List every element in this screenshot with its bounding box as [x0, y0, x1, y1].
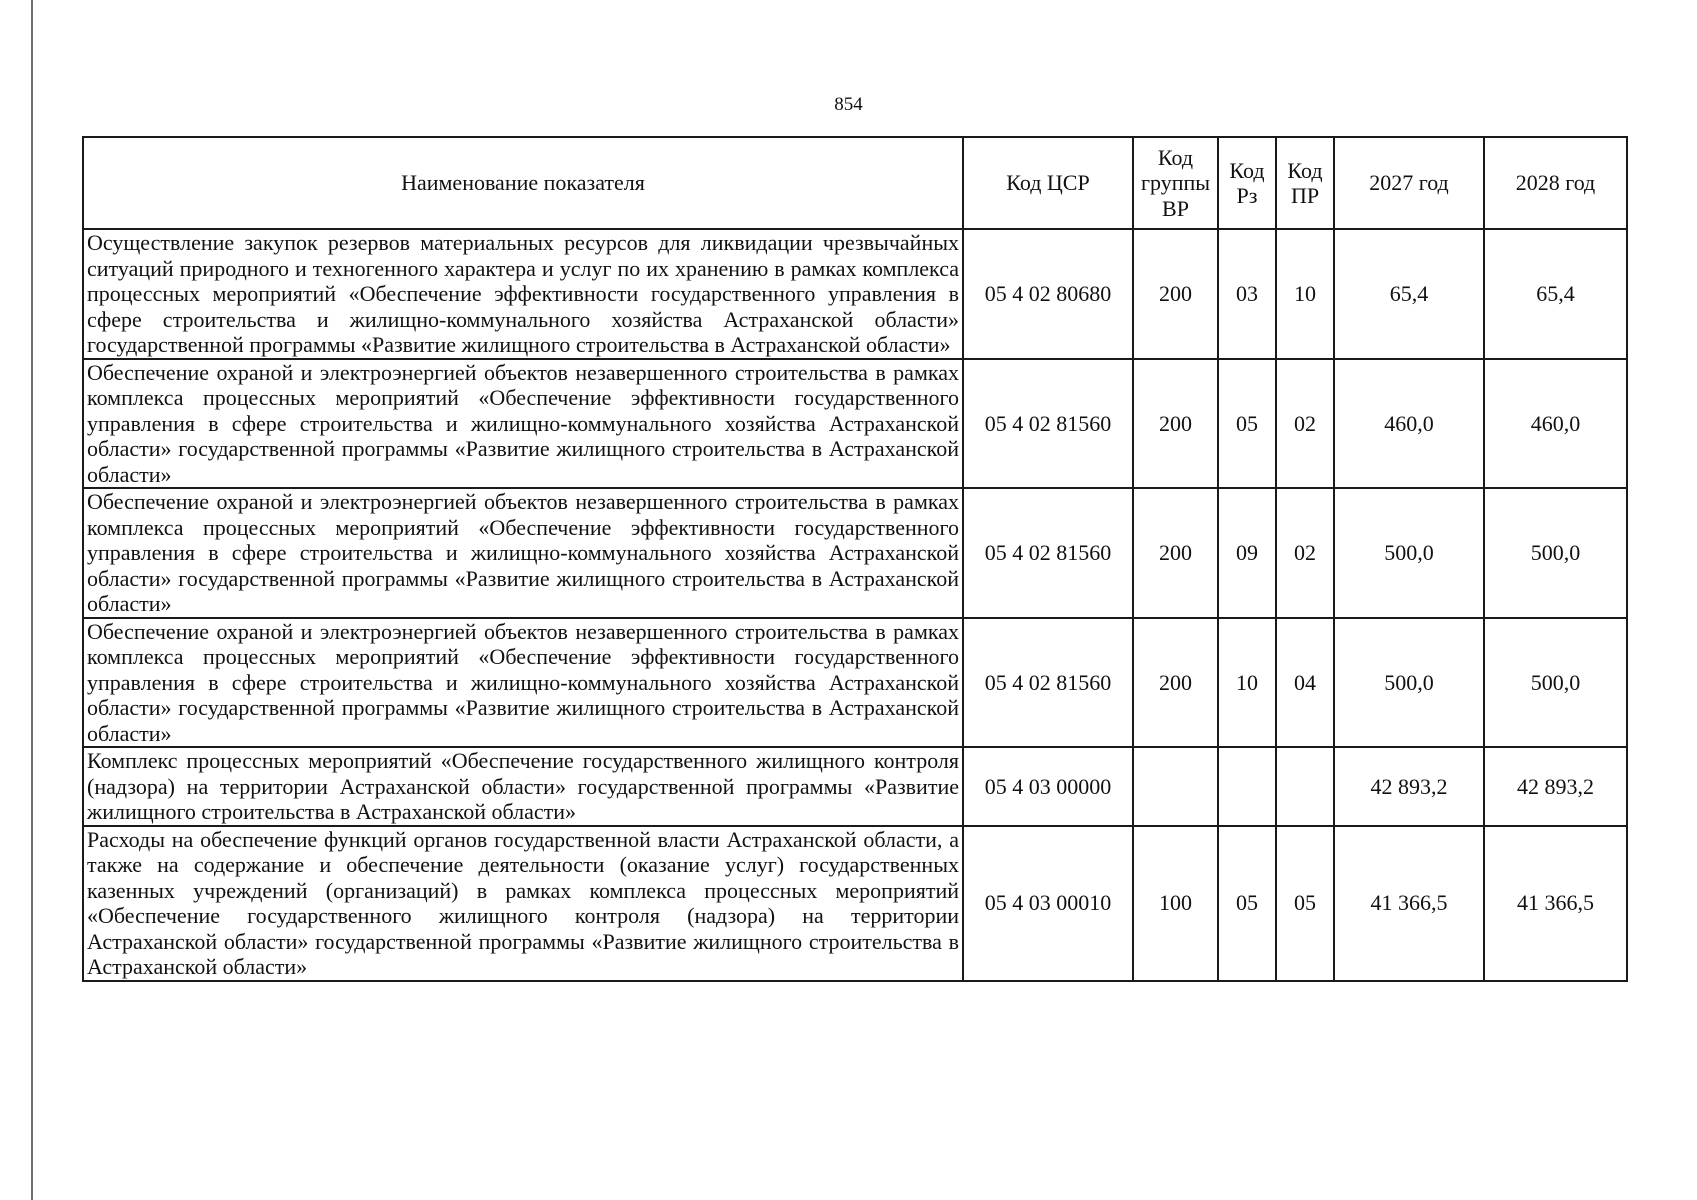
row-csr: 05 4 02 80680: [963, 229, 1133, 359]
table-row: [83, 229, 1627, 359]
row-pr: 02: [1276, 359, 1334, 489]
row-pr: 04: [1276, 618, 1334, 748]
row-2028: 500,0: [1484, 618, 1627, 748]
row-pr: 02: [1276, 488, 1334, 618]
row-2028: 42 893,2: [1484, 747, 1627, 826]
row-vr: 200: [1133, 488, 1218, 618]
row-2028: 460,0: [1484, 359, 1627, 489]
row-rz: 05: [1218, 826, 1276, 981]
table-row: [83, 618, 1627, 748]
budget-table: [82, 136, 1628, 982]
row-pr: [1276, 747, 1334, 826]
row-csr: 05 4 02 81560: [963, 359, 1133, 489]
header-pr: Код ПР: [1276, 137, 1334, 229]
row-vr: 100: [1133, 826, 1218, 981]
row-name: Обеспечение охраной и электроэнергией объектов незавершенного строительства в рамках комплекса процессных мероприятий «Обеспечение эффективности государственного управления в сфере строительства и жилищно-коммунального хозяйства Астраханской области» государственной программы «Развитие жилищного строительства в Астраханской области»: [83, 488, 963, 618]
row-rz: 05: [1218, 359, 1276, 489]
row-rz: 03: [1218, 229, 1276, 359]
header-2028: 2028 год: [1484, 137, 1627, 229]
row-name: Обеспечение охраной и электроэнергией объектов незавершенного строительства в рамках комплекса процессных мероприятий «Обеспечение эффективности государственного управления в сфере строительства и жилищно-коммунального хозяйства Астраханской области» государственной программы «Развитие жилищного строительства в Астраханской области»: [83, 618, 963, 748]
row-2028: 500,0: [1484, 488, 1627, 618]
row-vr: 200: [1133, 359, 1218, 489]
page-margin-rule: [31, 0, 33, 1200]
row-rz: 10: [1218, 618, 1276, 748]
header-name: Наименование показателя: [83, 137, 963, 229]
row-pr: 10: [1276, 229, 1334, 359]
row-2027: 460,0: [1334, 359, 1484, 489]
row-vr: 200: [1133, 229, 1218, 359]
row-csr: 05 4 03 00010: [963, 826, 1133, 981]
table-row: [83, 488, 1627, 618]
row-vr: 200: [1133, 618, 1218, 748]
row-csr: 05 4 03 00000: [963, 747, 1133, 826]
header-rz: Код Рз: [1218, 137, 1276, 229]
row-name: Осуществление закупок резервов материальных ресурсов для ликвидации чрезвычайных ситуаций природного и техногенного характера и услуг по их хранению в рамках комплекса процессных мероприятий «Обеспечение эффективности государственного управления в сфере строительства и жилищно-коммунального хозяйства Астраханской области» государственной программы «Развитие жилищного строительства в Астраханской области»: [83, 229, 963, 359]
row-2027: 41 366,5: [1334, 826, 1484, 981]
row-2027: 500,0: [1334, 618, 1484, 748]
row-name: Обеспечение охраной и электроэнергией объектов незавершенного строительства в рамках комплекса процессных мероприятий «Обеспечение эффективности государственного управления в сфере строительства и жилищно-коммунального хозяйства Астраханской области» государственной программы «Развитие жилищного строительства в Астраханской области»: [83, 359, 963, 489]
row-pr: 05: [1276, 826, 1334, 981]
row-2028: 65,4: [1484, 229, 1627, 359]
row-rz: [1218, 747, 1276, 826]
header-csr: Код ЦСР: [963, 137, 1133, 229]
row-2028: 41 366,5: [1484, 826, 1627, 981]
row-rz: 09: [1218, 488, 1276, 618]
page-number: 854: [834, 94, 863, 115]
header-vr: Код группы ВР: [1133, 137, 1218, 229]
header-2027: 2027 год: [1334, 137, 1484, 229]
row-csr: 05 4 02 81560: [963, 488, 1133, 618]
header-row: [83, 137, 1627, 229]
row-name: Расходы на обеспечение функций органов государственной власти Астраханской области, а также на содержание и обеспечение деятельности (оказание услуг) государственных казенных учреждений (организаций) в рамках комплекса процессных мероприятий «Обеспечение государственного жилищного контроля (надзора) на территории Астраханской области» государственной программы «Развитие жилищного строительства в Астраханской области»: [83, 826, 963, 981]
table-row: [83, 747, 1627, 826]
row-2027: 500,0: [1334, 488, 1484, 618]
row-vr: [1133, 747, 1218, 826]
table-row: [83, 826, 1627, 981]
row-2027: 42 893,2: [1334, 747, 1484, 826]
row-2027: 65,4: [1334, 229, 1484, 359]
row-csr: 05 4 02 81560: [963, 618, 1133, 748]
table-row: [83, 359, 1627, 489]
row-name: Комплекс процессных мероприятий «Обеспечение государственного жилищного контроля (надзора) на территории Астраханской области» государственной программы «Развитие жилищного строительства в Астраханской области»: [83, 747, 963, 826]
